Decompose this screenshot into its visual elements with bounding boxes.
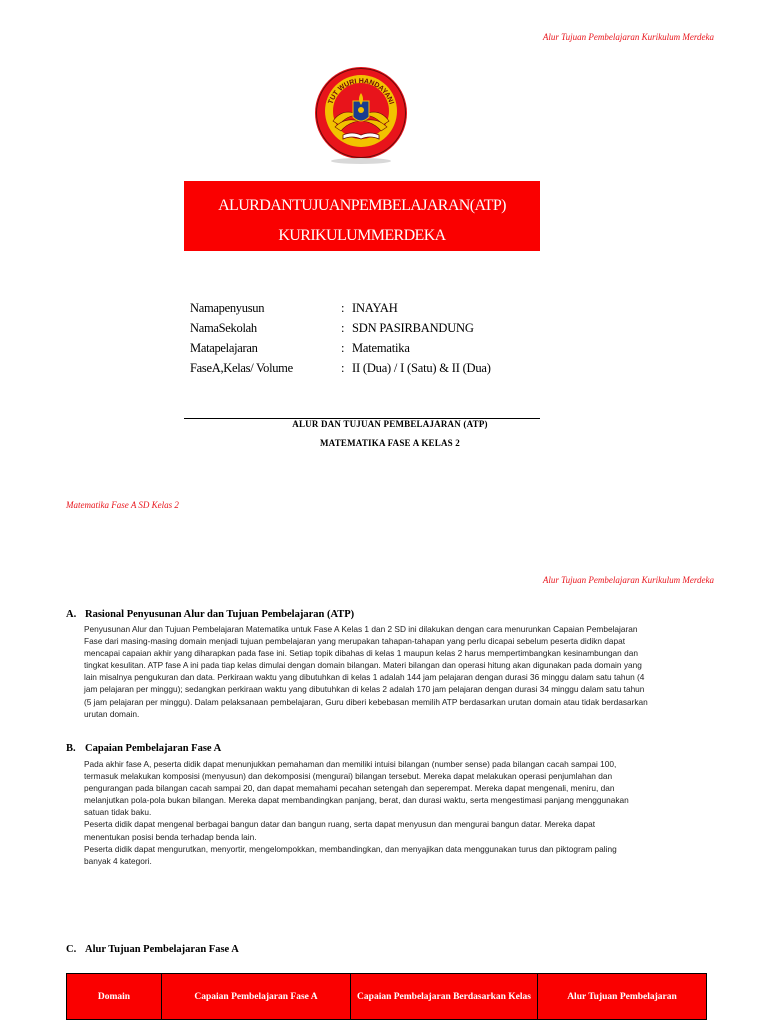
paragraph-line: (5 jam pelajaran per minggu). Dalam pelaksanaan pembelajaran, Guru diberi kebebasan memilih ATP berdasarkan urutan domain atau tidak berdasarkan xyxy=(84,696,648,707)
atp-subtitle-line1: ALUR DAN TUJUAN PEMBELAJARAN (ATP) xyxy=(292,419,488,429)
footer-note: Matematika Fase A SD Kelas 2 xyxy=(66,500,179,510)
table-header-row xyxy=(67,974,707,1020)
document-title-line1: ALURDANTUJUANPEMBELAJARAN(ATP) xyxy=(218,197,506,214)
document-title-banner xyxy=(184,181,540,251)
paragraph-line: pengurangan pada bilangan cacah sampai 20, dan dapat memahami pecahan setengah dan seperempat. Mereka dapat mengenali, meniru, dan xyxy=(84,783,615,794)
section-title: Capaian Pembelajaran Fase A xyxy=(85,743,222,754)
section-c-heading xyxy=(66,944,239,955)
paragraph-line: termasuk melakukan komposisi (menyusun) dan dekomposisi (mengurai) bilangan tersebut. Mereka dapat melakukan operasi penjumlahan dan xyxy=(84,771,613,782)
paragraph-line: Fase dari masing-masing domain menjadi tujuan pembelajaran yang merupakan tahapan-tahapan yang perlu dicapai sebelum peserta didikn dapat xyxy=(84,636,626,647)
section-title: Alur Tujuan Pembelajaran Fase A xyxy=(85,944,239,955)
paragraph-line: melanjutkan pola-pola bukan bilangan. Mereka dapat membandingkan panjang, berat, dan durasi waktu, serta mengestimasi panjang menggunakan xyxy=(84,795,629,806)
paragraph-line: urutan domain. xyxy=(84,708,140,719)
info-colon: : xyxy=(341,361,345,375)
info-label: NamaSekolah xyxy=(190,321,257,335)
paragraph-line: satuan tidak baku. xyxy=(84,807,152,818)
info-colon: : xyxy=(341,321,345,335)
paragraph-line: jam pelajaran per minggu); sedangkan perkiraan waktu yang dibutuhkan di kelas 2 adalah 170 jam pelajaran dengan durasi 34 minggu dalam satu tahun xyxy=(84,684,645,695)
paragraph-line: lain misalnya pengukuran dan data. Perkiraan waktu yang dibutuhkan di kelas 1 adalah 144 jam pelajaran dengan durasi 36 minggu dalam satu tahun (4 xyxy=(84,672,645,683)
paragraph-line: Pada akhir fase A, peserta didik dapat menunjukkan pemahaman dan memiliki intuisi bilangan (number sense) pada bilangan cacah sampai 100, xyxy=(84,759,617,769)
table-header-domain: Domain xyxy=(67,974,162,1020)
paragraph-line: Peserta didik dapat mengenal berbagai bangun datar dan bangun ruang, serta dapat menyusun dan mengurai bangun datar. Mereka dapat xyxy=(84,819,596,830)
paragraph-line: banyak 4 kategori. xyxy=(84,855,152,866)
atp-table xyxy=(66,973,707,1020)
atp-subtitle-line2: MATEMATIKA FASE A KELAS 2 xyxy=(319,438,461,448)
section-letter: A. xyxy=(66,609,77,620)
section-title: Rasional Penyusunan Alur dan Tujuan Pembelajaran (ATP) xyxy=(85,609,355,620)
paragraph-line: tingkat kesulitan. ATP fase A ini pada tiap kelas dimulai dengan domain bilangan. Materi bilangan dan operasi hitung akan digunakan pada domain yang xyxy=(84,660,642,671)
header-note-mid: Alur Tujuan Pembelajaran Kurikulum Merdeka xyxy=(542,575,714,585)
info-colon: : xyxy=(341,341,345,355)
paragraph-line: mencapai capaian akhir yang diharapkan pada fase ini. Setiap topik dibahas di kelas 1 maupun kelas 2 harus mempertimbangkan kesinambungan dan xyxy=(84,648,638,659)
paragraph-line: Peserta didik dapat mengurutkan, menyortir, mengelompokkan, membandingkan, dan menyajikan data menggunakan turus dan piktogram paling xyxy=(84,843,617,854)
info-value: SDN PASIRBANDUNG xyxy=(352,321,474,335)
logo-motto: TUT WURI HANDAYANI xyxy=(327,77,395,106)
tut-wuri-handayani-logo xyxy=(313,63,409,167)
header-note-top: Alur Tujuan Pembelajaran Kurikulum Merdeka xyxy=(542,32,714,42)
info-label: Namapenyusun xyxy=(190,301,265,315)
info-value: Matematika xyxy=(352,341,410,355)
paragraph-line: menentukan posisi benda terhadap benda lain. xyxy=(84,831,257,842)
table-header-alur-tujuan: Alur Tujuan Pembelajaran xyxy=(538,974,707,1020)
section-a-body xyxy=(84,623,706,720)
info-colon: : xyxy=(341,301,345,315)
section-letter: C. xyxy=(66,944,77,955)
section-b-body xyxy=(84,758,706,867)
section-letter: B. xyxy=(66,743,76,754)
info-value: INAYAH xyxy=(352,301,398,315)
info-label: FaseA,Kelas/ Volume xyxy=(190,361,293,375)
section-b-heading xyxy=(66,743,221,754)
paragraph-line: Penyusunan Alur dan Tujuan Pembelajaran Matematika untuk Fase A Kelas 1 dan 2 SD ini dilakukan dengan cara menurunkan Capaian Pembelajaran xyxy=(84,624,638,634)
section-a-heading xyxy=(66,609,354,620)
table-header-capaian-fase: Capaian Pembelajaran Fase A xyxy=(162,974,351,1020)
info-value: II (Dua) / I (Satu) & II (Dua) xyxy=(352,361,491,375)
table-header-capaian-kelas: Capaian Pembelajaran Berdasarkan Kelas xyxy=(351,974,538,1020)
info-label: Matapelajaran xyxy=(190,341,258,355)
document-title-line2: KURIKULUMMERDEKA xyxy=(278,227,446,244)
